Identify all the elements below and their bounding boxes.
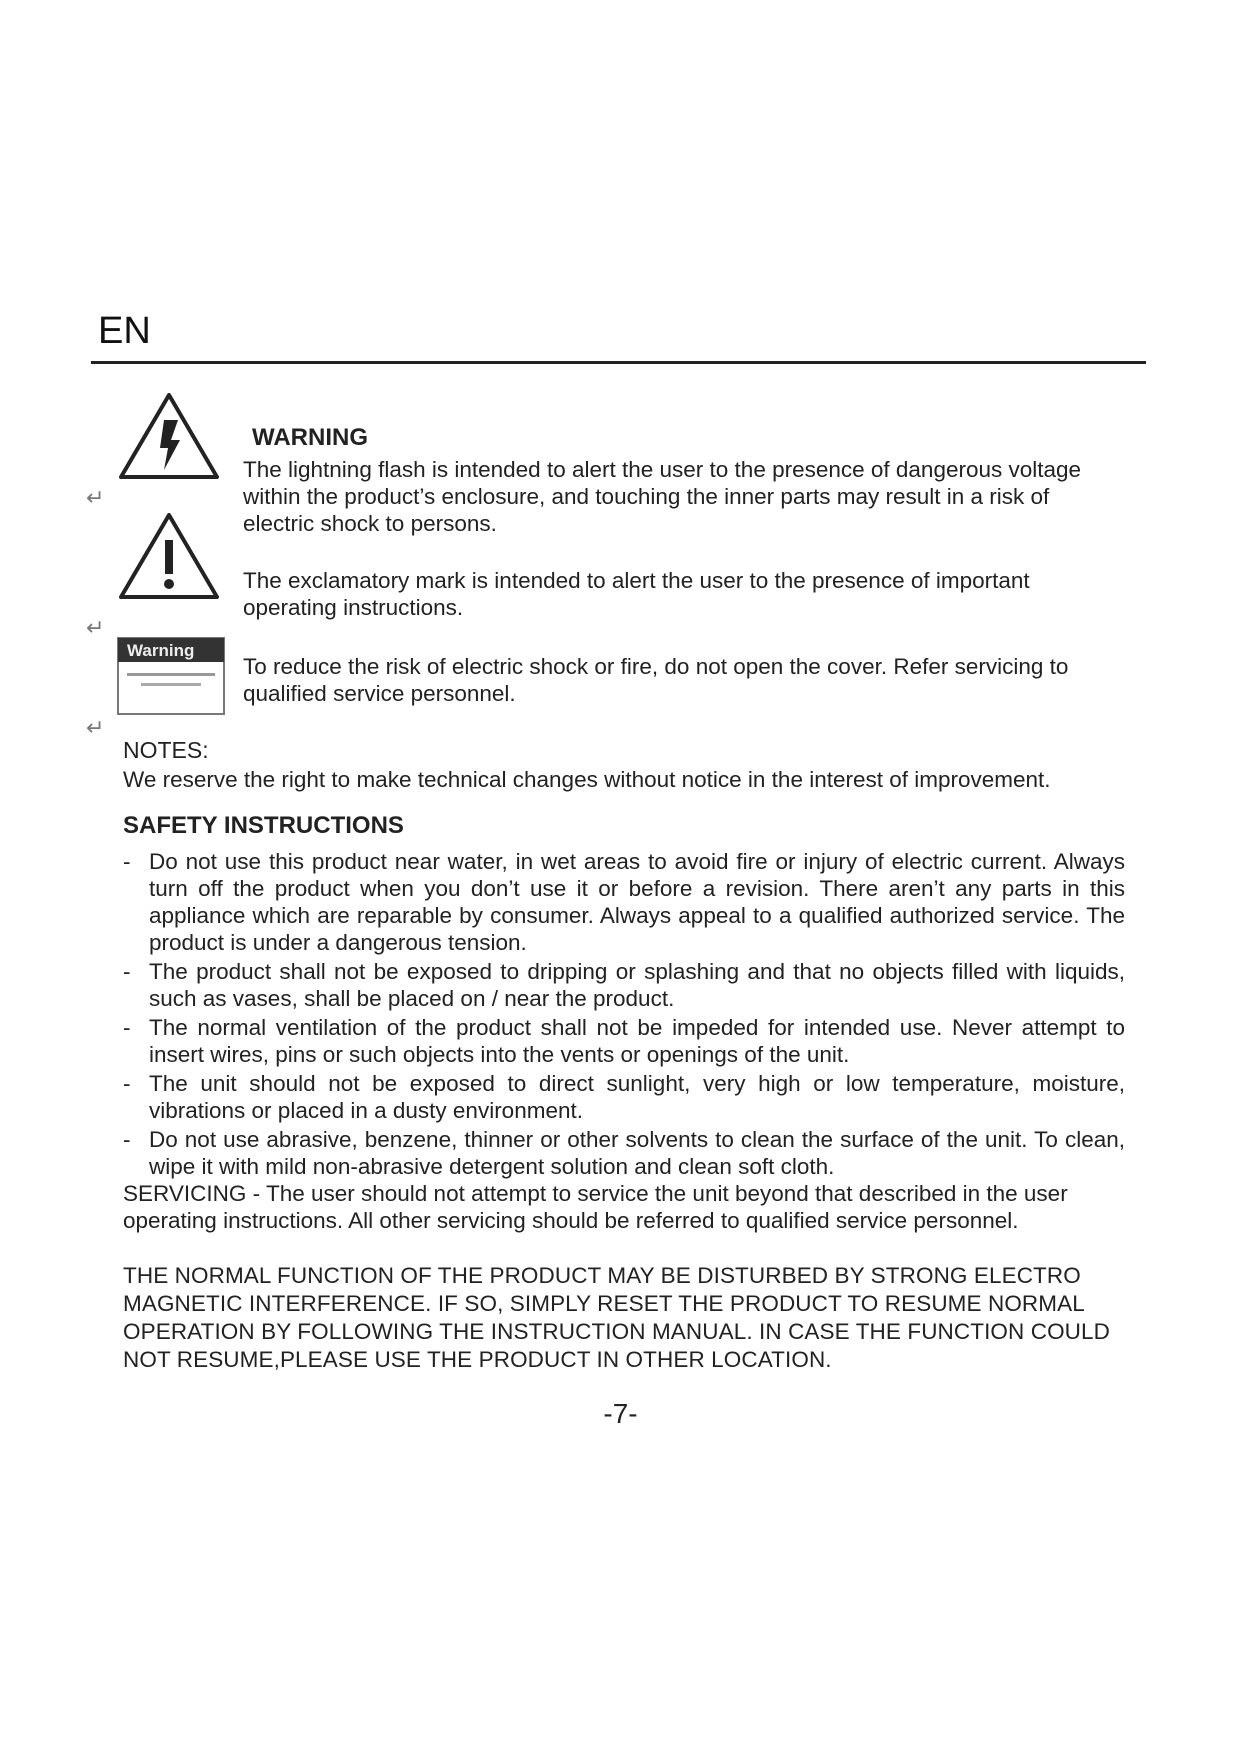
lightning-description: The lightning flash is intended to alert the user to the presence of dangerous voltage within the product’s enclosure, and touching the inner parts may result in a risk of electric shock to persons. [243, 457, 1082, 536]
header-rule [91, 361, 1146, 364]
cover-description: To reduce the risk of electric shock or fire, do not open the cover. Refer servicing to qualified service personnel. [243, 654, 1069, 706]
safety-title: SAFETY INSTRUCTIONS [123, 812, 404, 839]
language-code: EN [98, 310, 151, 352]
notes-text: We reserve the right to make technical changes without notice in the interest of improvement. [123, 767, 1051, 792]
safety-item: - Do not use this product near water, in wet areas to avoid fire or injury of electric current. Always turn off the product when you don’t use it or before a revision. There aren’t any parts in this appliance which are reparable by consumer. Always appeal to a qualified authorized service. The product is under a dangerous tension. [123, 849, 1125, 955]
notes-title: NOTES: [123, 737, 209, 763]
safety-item: - The normal ventilation of the product shall not be impeded for intended use. Never attempt to insert wires, pins or such objects into the vents or openings of the unit. [123, 1015, 1125, 1067]
exclamation-description: The exclamatory mark is intended to alert the user to the presence of important operating instructions. [243, 568, 1030, 620]
exclamation-warning-icon [118, 512, 220, 600]
warning-title: WARNING [252, 424, 368, 451]
emi-notice: THE NORMAL FUNCTION OF THE PRODUCT MAY BE DISTURBED BY STRONG ELECTRO MAGNETIC INTERFERENCE. IF SO, SIMPLY RESET THE PRODUCT TO RESUME NORMAL OPERATION BY FOLLOWING THE INSTRUCTION MANUAL. IN CASE THE FUNCTION COULD NOT RESUME,PLEASE USE THE PRODUCT IN OTHER LOCATION. [123, 1263, 1110, 1372]
return-arrow-icon: ↵ [86, 715, 105, 740]
label-icon-text: Warning [127, 641, 195, 660]
safety-list [123, 848, 1125, 1182]
lightning-warning-icon [118, 392, 220, 480]
return-arrow-icon: ↵ [86, 485, 105, 510]
servicing-text: SERVICING - The user should not attempt to service the unit beyond that described in the user operating instructions. All other servicing should be referred to qualified service personnel. [123, 1181, 1068, 1233]
return-arrow-icon: ↵ [86, 615, 105, 640]
safety-item: - The unit should not be exposed to direct sunlight, very high or low temperature, moisture, vibrations or placed in a dusty environment. [123, 1071, 1125, 1123]
page-number: -7- [603, 1398, 638, 1429]
safety-item: - Do not use abrasive, benzene, thinner or other solvents to clean the surface of the unit. To clean, wipe it with mild non-abrasive detergent solution and clean soft cloth. [123, 1127, 1125, 1179]
warning-label-icon [117, 637, 225, 715]
safety-item: - The product shall not be exposed to dripping or splashing and that no objects filled with liquids, such as vases, shall be placed on / near the product. [123, 959, 1125, 1011]
